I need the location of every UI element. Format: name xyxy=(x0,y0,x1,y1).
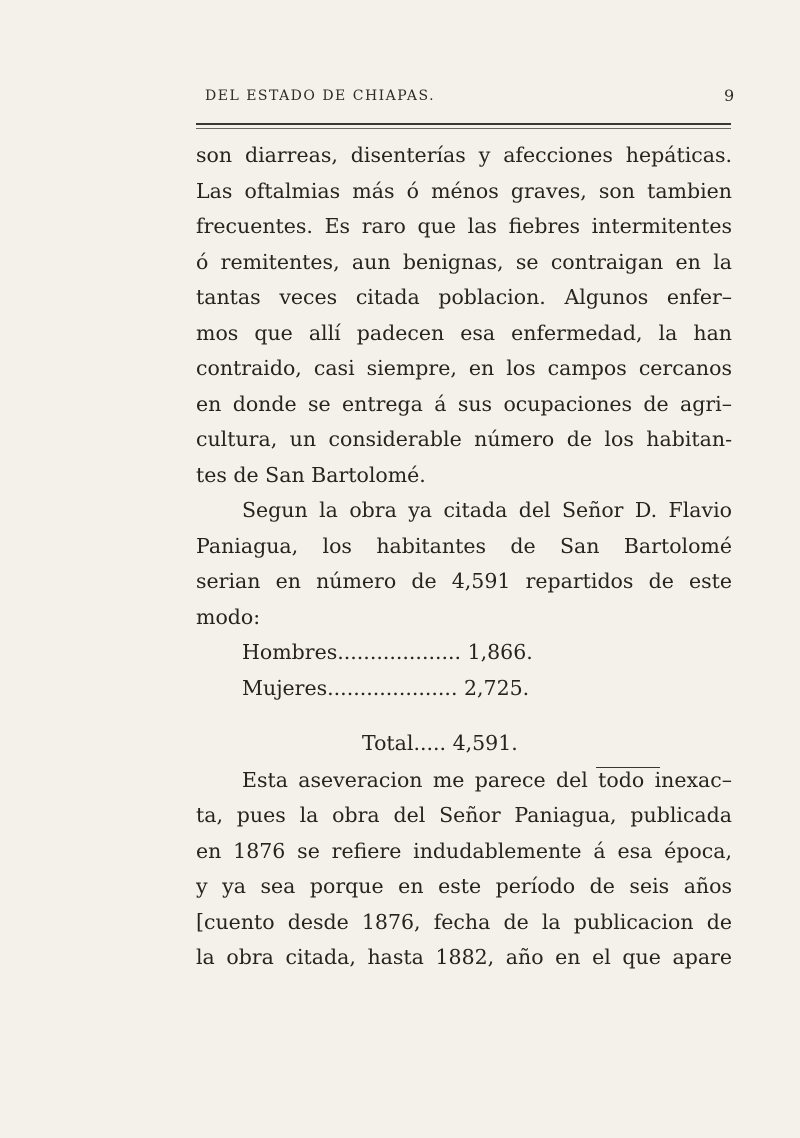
stat-row-mujeres xyxy=(242,675,529,701)
stat-leader: ................... xyxy=(337,640,462,664)
text-line: en 1876 se refiere indudablemente á esa época, xyxy=(196,839,732,863)
text-line: y ya sea porque en este período de seis años xyxy=(196,874,732,898)
text-line: modo: xyxy=(196,605,261,629)
stat-label: Mujeres xyxy=(242,676,328,700)
total-leader: ..... xyxy=(413,731,447,755)
page-number: 9 xyxy=(724,86,735,105)
stat-value: 1,866. xyxy=(467,640,533,664)
text-line: frecuentes. Es raro que las fiebres intermitentes xyxy=(196,214,732,238)
running-title: DEL ESTADO DE CHIAPAS. xyxy=(205,88,436,104)
stat-value: 2,725. xyxy=(464,676,530,700)
text-line: serian en número de 4,591 repartidos de este xyxy=(196,569,732,593)
text-line: [cuento desde 1876, fecha de la publicacion de xyxy=(196,910,732,934)
text-line: Las oftalmias más ó ménos graves, son tambien xyxy=(196,179,732,203)
text-line: contraido, casi siempre, en los campos cercanos xyxy=(196,356,732,380)
total-label: Total xyxy=(362,731,414,755)
text-line: en donde se entrega á sus ocupaciones de agri– xyxy=(196,392,732,416)
stat-label: Hombres xyxy=(242,640,338,664)
text-line: tes de San Bartolomé. xyxy=(196,463,426,487)
text-line: la obra citada, hasta 1882, año en el que apare xyxy=(196,945,732,969)
text-line: ta, pues la obra del Señor Paniagua, publicada xyxy=(196,803,732,827)
text-line: ó remitentes, aun benignas, se contraigan en la xyxy=(196,250,732,274)
stat-row-hombres xyxy=(242,639,533,665)
text-line: son diarreas, disenterías y afecciones hepáticas. xyxy=(196,143,732,167)
text-line: tantas veces citada poblacion. Algunos enfer– xyxy=(196,285,732,309)
text-line: cultura, un considerable número de los habitan- xyxy=(196,427,732,451)
text-line: Esta aseveracion me parece del todo inexac– xyxy=(242,768,732,792)
stat-row-total xyxy=(362,730,518,756)
header-rule xyxy=(196,123,731,129)
text-line: mos que allí padecen esa enfermedad, la han xyxy=(196,321,732,345)
text-line: Paniagua, los habitantes de San Bartolomé xyxy=(196,534,732,558)
stat-leader: .................... xyxy=(327,676,458,700)
text-line: Segun la obra ya citada del Señor D. Flavio xyxy=(242,498,732,522)
total-value: 4,591. xyxy=(452,731,518,755)
